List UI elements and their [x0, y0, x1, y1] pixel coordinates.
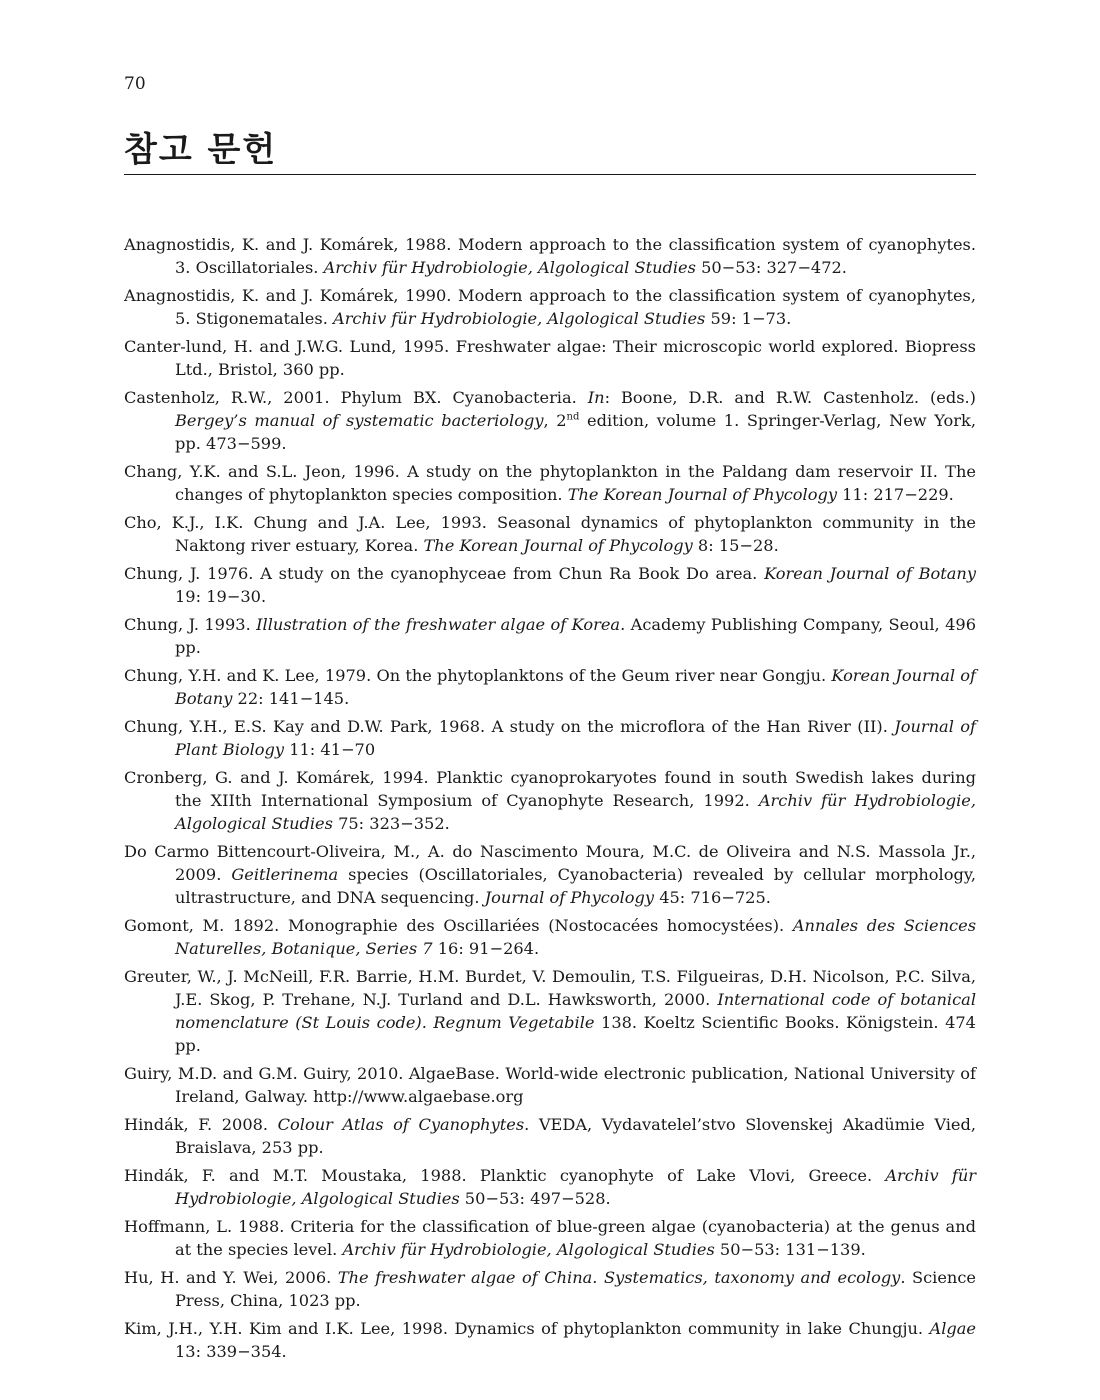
reference-entry [124, 1215, 976, 1261]
reference-text: 19: 19−30. [175, 587, 267, 606]
italic-title: Archiv für Hydrobiologie, Algological Studies [323, 258, 696, 277]
reference-text: Guiry, M.D. and G.M. Guiry, 2010. AlgaeBase. World-wide electronic publication, National University of Ireland, Galway. http://www.algaebase.org [124, 1064, 976, 1106]
reference-text: 11: 217−229. [836, 485, 954, 504]
reference-text: 11: 41−70 [284, 740, 376, 759]
italic-title: Korean Journal of Botany [175, 666, 976, 708]
reference-entry [124, 965, 976, 1057]
reference-text: Hu, H. and Y. Wei, 2006. [124, 1268, 338, 1287]
italic-title: In [587, 388, 605, 407]
reference-text: . Academy Publishing Company, Seoul, 496 pp. [175, 615, 976, 657]
reference-text: Castenholz, R.W., 2001. Phylum BX. Cyanobacteria. [124, 388, 588, 407]
reference-entry [124, 233, 976, 279]
reference-text: . VEDA, Vydavatelel’stvo Slovenskej Akadümie Vied, Braislava, 253 pp. [175, 1115, 976, 1157]
reference-text: Do Carmo Bittencourt-Oliveira, M., A. do Nascimento Moura, M.C. de Oliveira and N.S. Massola Jr., 2009. [124, 842, 976, 884]
reference-list [124, 233, 976, 1368]
italic-title: Journal of Phycology [484, 888, 655, 907]
italic-title: The Korean Journal of Phycology [423, 536, 693, 555]
reference-entry [124, 1062, 976, 1108]
reference-text: edition, volume 1. Springer-Verlag, New York, pp. 473−599. [175, 411, 976, 453]
reference-entry [124, 1317, 976, 1363]
italic-title: Colour Atlas of Cyanophytes [277, 1115, 525, 1134]
reference-text: 50−53: 131−139. [714, 1240, 866, 1259]
reference-text: Kim, J.H., Y.H. Kim and I.K. Lee, 1998. Dynamics of phytoplankton community in lake Chungju. [124, 1319, 930, 1338]
page-title: 참고 문헌 [124, 128, 976, 175]
reference-entry [124, 1113, 976, 1159]
italic-title: Annales des Sciences Naturelles, Botanique, Series 7 [175, 916, 976, 958]
page-number: 70 [124, 74, 146, 94]
reference-text: 59: 1−73. [705, 309, 792, 328]
reference-text: Cronberg, G. and J. Komárek, 1994. Planktic cyanoprokaryotes found in south Swedish lakes during the XIIth International Symposium of Cyanophyte Research, 1992. [124, 768, 976, 810]
reference-text: 75: 323−352. [332, 814, 450, 833]
italic-title: Algae [929, 1319, 976, 1338]
reference-text: , 2 [543, 411, 567, 430]
reference-entry [124, 840, 976, 909]
reference-entry [124, 914, 976, 960]
reference-text: Chung, Y.H. and K. Lee, 1979. On the phytoplanktons of the Geum river near Gongju. [124, 666, 832, 685]
italic-title: Geitlerinema [231, 865, 339, 884]
italic-title: Archiv für Hydrobiologie, Algological Studies [175, 1166, 976, 1208]
reference-entry [124, 284, 976, 330]
reference-text: Chung, J. 1993. [124, 615, 257, 634]
reference-text: Hindák, F. 2008. [124, 1115, 278, 1134]
italic-title: Archiv für Hydrobiologie, Algological Studies [175, 791, 976, 833]
reference-entry [124, 766, 976, 835]
reference-entry [124, 511, 976, 557]
italic-title: The freshwater algae of China. Systematics, taxonomy and ecology [337, 1268, 901, 1287]
reference-entry [124, 613, 976, 659]
reference-text: Chung, J. 1976. A study on the cyanophyceae from Chun Ra Book Do area. [124, 564, 765, 583]
reference-text: 45: 716−725. [654, 888, 771, 907]
reference-text: Hoffmann, L. 1988. Criteria for the classification of blue-green algae (cyanobacteria) at the genus and at the species level. [124, 1217, 976, 1259]
reference-text: Anagnostidis, K. and J. Komárek, 1990. Modern approach to the classification system of cyanophytes, 5. Stigonematales. [124, 286, 976, 328]
superscript: nd [566, 411, 580, 423]
italic-title: Illustration of the freshwater algae of Korea [256, 615, 621, 634]
reference-text: Canter-lund, H. and J.W.G. Lund, 1995. Freshwater algae: Their microscopic world explored. Biopress Ltd., Bristol, 360 pp. [124, 337, 976, 379]
reference-text: 8: 15−28. [692, 536, 779, 555]
reference-entry [124, 335, 976, 381]
reference-text: Anagnostidis, K. and J. Komárek, 1988. Modern approach to the classification system of cyanophytes. 3. Oscillatoriales. [124, 235, 976, 277]
reference-text: Cho, K.J., I.K. Chung and J.A. Lee, 1993. Seasonal dynamics of phytoplankton community in the Naktong river estuary, Korea. [124, 513, 976, 555]
reference-text: : Boone, D.R. and R.W. Castenholz. (eds.) [604, 388, 976, 407]
italic-title: The Korean Journal of Phycology [567, 485, 837, 504]
reference-text: Chang, Y.K. and S.L. Jeon, 1996. A study on the phytoplankton in the Paldang dam reservoir II. The changes of phytoplankton species composition. [124, 462, 976, 504]
reference-text: 50−53: 327−472. [695, 258, 847, 277]
reference-entry [124, 715, 976, 761]
italic-title: Archiv für Hydrobiologie, Algological Studies [342, 1240, 715, 1259]
reference-entry [124, 1164, 976, 1210]
italic-title: Bergey’s manual of systematic bacteriology [175, 411, 544, 430]
reference-text: 22: 141−145. [232, 689, 350, 708]
reference-text: Chung, Y.H., E.S. Kay and D.W. Park, 1968. A study on the microflora of the Han River (II). [124, 717, 895, 736]
italic-title: International code of botanical nomenclature (St Louis code). Regnum Vegetabile [175, 990, 976, 1032]
reference-text: Greuter, W., J. McNeill, F.R. Barrie, H.M. Burdet, V. Demoulin, T.S. Filgueiras, D.H. Nicolson, P.C. Silva, J.E. Skog, P. Trehane, N.J. Turland and D.L. Hawksworth, 2000. [124, 967, 976, 1009]
reference-text: . Science Press, China, 1023 pp. [175, 1268, 976, 1310]
italic-title: Journal of Plant Biology [175, 717, 976, 759]
reference-text: 13: 339−354. [175, 1342, 287, 1361]
reference-text: Hindák, F. and M.T. Moustaka, 1988. Planktic cyanophyte of Lake Vlovi, Greece. [124, 1166, 886, 1185]
italic-title: Korean Journal of Botany [764, 564, 976, 583]
reference-entry [124, 1266, 976, 1312]
reference-text: 50−53: 497−528. [459, 1189, 611, 1208]
italic-title: Archiv für Hydrobiologie, Algological Studies [333, 309, 706, 328]
reference-text: species (Oscillatoriales, Cyanobacteria) revealed by cellular morphology, ultrastructure, and DNA sequencing. [175, 865, 976, 907]
reference-text: 16: 91−264. [432, 939, 540, 958]
reference-entry [124, 386, 976, 455]
reference-entry [124, 460, 976, 506]
reference-entry [124, 664, 976, 710]
reference-entry [124, 562, 976, 608]
reference-text: Gomont, M. 1892. Monographie des Oscillariées (Nostocacées homocystées). [124, 916, 793, 935]
reference-text: 138. Koeltz Scientific Books. Königstein. 474 pp. [175, 1013, 976, 1055]
